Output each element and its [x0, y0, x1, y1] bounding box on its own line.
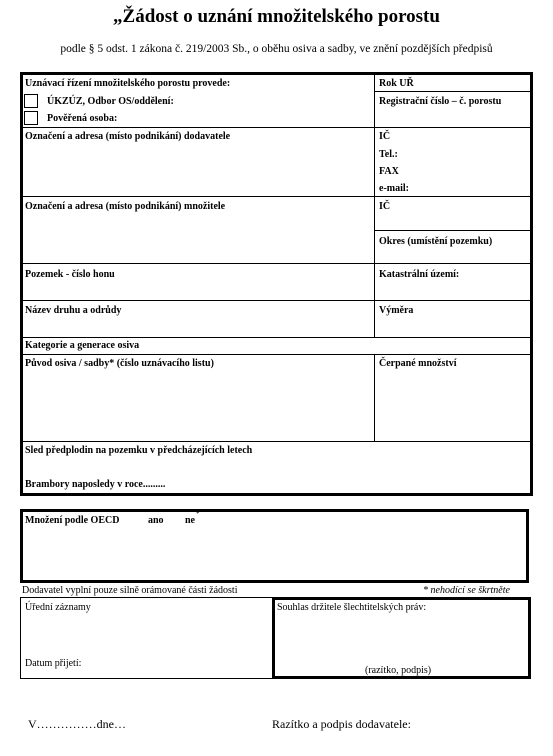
authorized-person-checkbox[interactable] [24, 111, 38, 125]
row-divider [22, 263, 531, 264]
fax-label: FAX [379, 166, 399, 177]
received-date-label: Datum přijetí: [25, 658, 82, 669]
ukzuz-checkbox[interactable] [24, 94, 38, 108]
ukzuz-label: ÚKZÚZ, Odbor OS/oddělení: [47, 96, 174, 107]
origin-label: Původ osiva / sadby* (číslo uznávacího listu) [25, 358, 214, 369]
row-divider [22, 127, 531, 128]
procedure-label: Uznávací řízení množitelského porostu provede: [25, 78, 231, 89]
supplier-note: Dodavatel vyplní pouze silně orámované části žádosti [22, 585, 238, 596]
plot-label: Pozemek - číslo honu [25, 269, 115, 280]
ic2-label: IČ [379, 201, 391, 212]
previous-crops-label: Sled předplodin na pozemku v předcházejících letech [25, 445, 253, 456]
page-subtitle: podle § 5 odst. 1 zákona č. 219/2003 Sb., o oběhu osiva a sadby, ve znění pozdějších předpisů [60, 43, 493, 55]
official-records-label: Úřední záznamy [25, 602, 91, 613]
category-label: Kategorie a generace osiva [25, 340, 140, 351]
row-divider [22, 354, 531, 355]
row-divider [22, 300, 531, 301]
year-label: Rok UŘ [379, 78, 414, 89]
email-label: e-mail: [379, 183, 409, 194]
oecd-label: Množení podle OECD [25, 515, 120, 526]
ic-label: IČ [379, 131, 391, 142]
multiplier-address-label: Označení a adresa (místo podnikání) množitele [25, 201, 226, 212]
authorized-person-label: Pověřená osoba: [47, 113, 118, 124]
quantity-label: Čerpané množství [379, 358, 457, 369]
strike-note: * nehodící se škrtněte [423, 585, 510, 596]
right-col-divider [375, 91, 531, 92]
stamp-sign-label: (razítko, podpis) [365, 665, 432, 676]
place-date-field[interactable]: V……………dne… [28, 717, 126, 731]
row-divider [22, 441, 531, 442]
oecd-no-asterisk: * [196, 510, 200, 518]
registration-label: Registrační číslo – č. porostu [379, 96, 502, 107]
oecd-no-option[interactable]: ne [185, 515, 195, 526]
page-title: „Žádost o uznání množitelského porostu [113, 6, 440, 27]
tel-label: Tel.: [379, 149, 398, 160]
main-column-divider [374, 74, 375, 338]
supplier-address-label: Označení a adresa (místo podnikání) dodavatele [25, 131, 231, 142]
cadastral-label: Katastrální území: [379, 269, 460, 280]
district-label: Okres (umístění pozemku) [379, 236, 493, 247]
row-divider [22, 196, 531, 197]
oecd-yes-option[interactable]: ano [148, 515, 164, 526]
breeder-consent-label: Souhlas držitele šlechtitelských práv: [277, 602, 427, 613]
species-label: Název druhu a odrůdy [25, 305, 122, 316]
main-column-divider-lower [374, 355, 375, 441]
row-divider [22, 337, 531, 338]
right-col-divider [375, 230, 531, 231]
potatoes-label: Brambory naposledy v roce......... [25, 479, 166, 490]
supplier-signature-label: Razítko a podpis dodavatele: [272, 717, 411, 731]
area-label: Výměra [379, 305, 414, 316]
